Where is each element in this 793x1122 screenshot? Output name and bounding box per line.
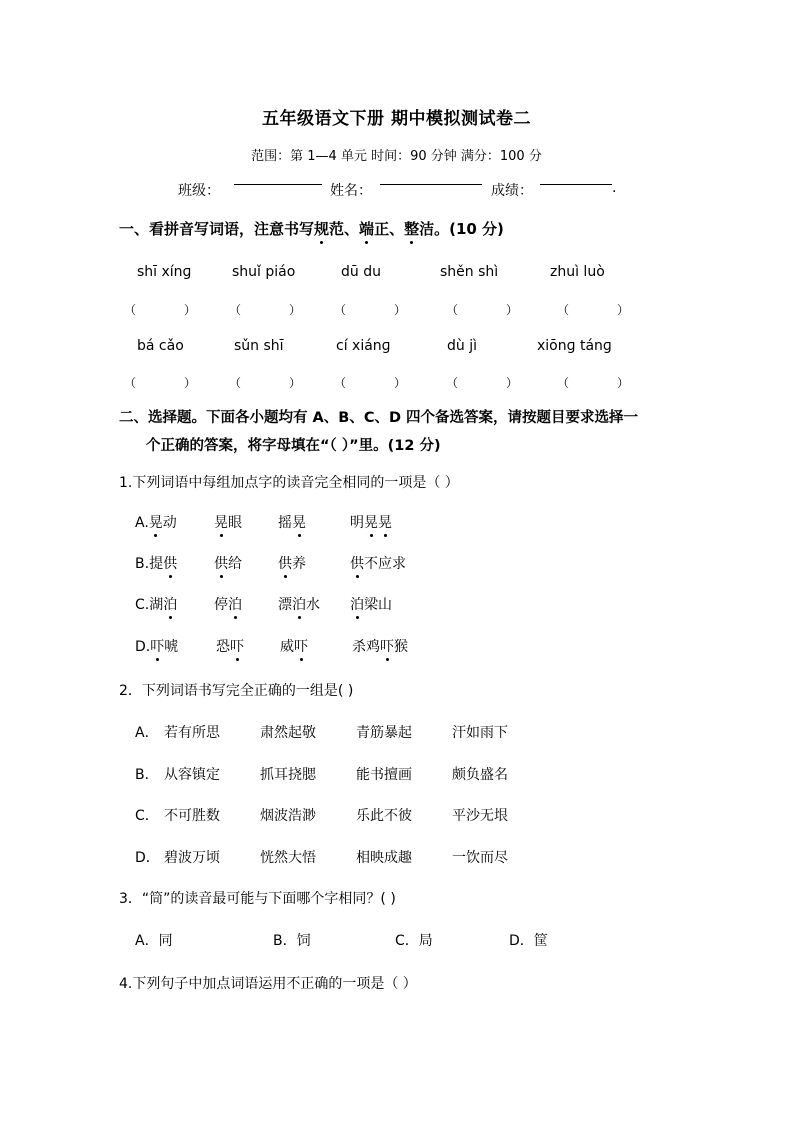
answer-paren-close: ） xyxy=(394,376,407,390)
q1-option-b: B.提供 xyxy=(135,553,177,573)
section1-heading: 一、看拼音写词语，注意书写规范、端正、整洁。(10 分) xyxy=(119,220,504,238)
q2-option-item: 抓耳挠腮 xyxy=(260,767,316,783)
answer-paren-close: ） xyxy=(289,376,302,390)
pinyin-item: dū du xyxy=(341,264,381,280)
q3-option-d: D．筐 xyxy=(509,933,548,949)
answer-paren-close: ） xyxy=(506,303,519,317)
class-label: 班级： xyxy=(178,183,220,199)
answer-paren-open: （ xyxy=(446,376,459,390)
q2-option-item: 颇负盛名 xyxy=(452,767,508,783)
q2-option-item: 肃然起敬 xyxy=(260,725,316,741)
q3-option-b: B．饲 xyxy=(273,933,311,949)
answer-paren-open: （ xyxy=(334,376,347,390)
q1-option-a: A.晃动 xyxy=(135,512,177,532)
q2-option-item: 相映成趣 xyxy=(356,850,412,866)
answer-paren-close: ） xyxy=(184,303,197,317)
answer-paren-open: （ xyxy=(446,303,459,317)
exam-scope-line: 范围：第 1—4 单元 时间：90 分钟 满分：100 分 xyxy=(251,149,542,164)
question-3-stem: 3．“筒”的读音最可能与下面哪个字相同？( ) xyxy=(119,891,396,907)
answer-paren-close: ） xyxy=(506,376,519,390)
info-end-mark: . xyxy=(612,180,617,196)
pinyin-item: cí xiánɡ xyxy=(336,338,391,354)
answer-paren-close: ） xyxy=(184,376,197,390)
q1-option-c: C.湖泊 xyxy=(135,594,177,614)
q2-option-item: 碧波万顷 xyxy=(164,850,220,866)
pinyin-item: zhuì luò xyxy=(550,264,605,280)
page-title: 五年级语文下册 期中模拟测试卷二 xyxy=(262,109,531,129)
q1-option-c-item: 漂泊水 xyxy=(278,594,320,614)
answer-paren-close: ） xyxy=(289,303,302,317)
question-2-stem: 2．下列词语书写完全正确的一组是( ) xyxy=(119,683,354,699)
answer-paren-close: ） xyxy=(617,376,630,390)
q2-option-label: C． xyxy=(135,808,159,824)
pinyin-item: dù jì xyxy=(447,338,477,354)
answer-paren-open: （ xyxy=(557,376,570,390)
q2-option-label: D． xyxy=(135,850,160,866)
q2-option-label: A． xyxy=(135,725,159,741)
name-label: 姓名： xyxy=(330,183,372,199)
q2-option-label: B． xyxy=(135,767,159,783)
pinyin-item: sǔn shī xyxy=(234,338,284,354)
q1-option-a-item: 明晃晃 xyxy=(350,512,392,532)
q2-option-item: 能书擅画 xyxy=(356,767,412,783)
q1-option-d-item: 恐吓 xyxy=(216,636,244,656)
q1-option-a-item: 摇晃 xyxy=(278,512,306,532)
q1-option-c-item: 停泊 xyxy=(214,594,242,614)
answer-paren-open: （ xyxy=(557,303,570,317)
q1-option-a-item: 晃眼 xyxy=(214,512,242,532)
question-1-stem: 1.下列词语中每组加点字的读音完全相同的一项是（ ） xyxy=(119,475,459,491)
q1-option-b-item: 供不应求 xyxy=(350,553,406,573)
section2-heading-line2: 个正确的答案，将字母填在“（ ）”里。(12 分) xyxy=(146,438,441,454)
q1-option-c-item: 泊梁山 xyxy=(350,594,392,614)
name-blank xyxy=(380,184,482,185)
answer-paren-open: （ xyxy=(124,376,137,390)
pinyin-item: shěn shì xyxy=(440,264,499,280)
q1-option-d-item: 杀鸡吓猴 xyxy=(352,636,408,656)
q2-option-item: 乐此不彼 xyxy=(356,808,412,824)
q2-option-item: 不可胜数 xyxy=(164,808,220,824)
answer-paren-open: （ xyxy=(334,303,347,317)
q1-option-b-item: 供给 xyxy=(214,553,242,573)
pinyin-item: xiōnɡ tánɡ xyxy=(537,338,612,354)
pinyin-item: shuǐ piáo xyxy=(232,264,296,280)
q2-option-item: 烟波浩渺 xyxy=(260,808,316,824)
score-blank xyxy=(540,184,612,185)
q2-option-item: 若有所思 xyxy=(164,725,220,741)
class-blank xyxy=(234,184,322,185)
section2-heading-line1: 二、选择题。下面各小题均有 A、B、C、D 四个备选答案，请按题目要求选择一 xyxy=(119,410,639,426)
answer-paren-close: ） xyxy=(617,303,630,317)
q2-option-item: 汗如雨下 xyxy=(452,725,508,741)
score-label: 成绩： xyxy=(491,183,533,199)
question-4-stem: 4.下列句子中加点词语运用不正确的一项是（ ） xyxy=(119,976,417,992)
q1-option-b-item: 供养 xyxy=(278,553,306,573)
answer-paren-open: （ xyxy=(229,376,242,390)
q2-option-item: 平沙无垠 xyxy=(452,808,508,824)
pinyin-item: shī xínɡ xyxy=(137,264,192,280)
q1-option-d-item: 威吓 xyxy=(280,636,308,656)
q3-option-a: A．同 xyxy=(135,933,173,949)
pinyin-item: bá cǎo xyxy=(137,338,184,354)
q1-option-d: D.吓唬 xyxy=(135,636,178,656)
answer-paren-close: ） xyxy=(394,303,407,317)
q2-option-item: 从容镇定 xyxy=(164,767,220,783)
q2-option-item: 恍然大悟 xyxy=(260,850,316,866)
q3-option-c: C．局 xyxy=(395,933,433,949)
q2-option-item: 一饮而尽 xyxy=(452,850,508,866)
q2-option-item: 青筋暴起 xyxy=(356,725,412,741)
answer-paren-open: （ xyxy=(229,303,242,317)
answer-paren-open: （ xyxy=(124,303,137,317)
